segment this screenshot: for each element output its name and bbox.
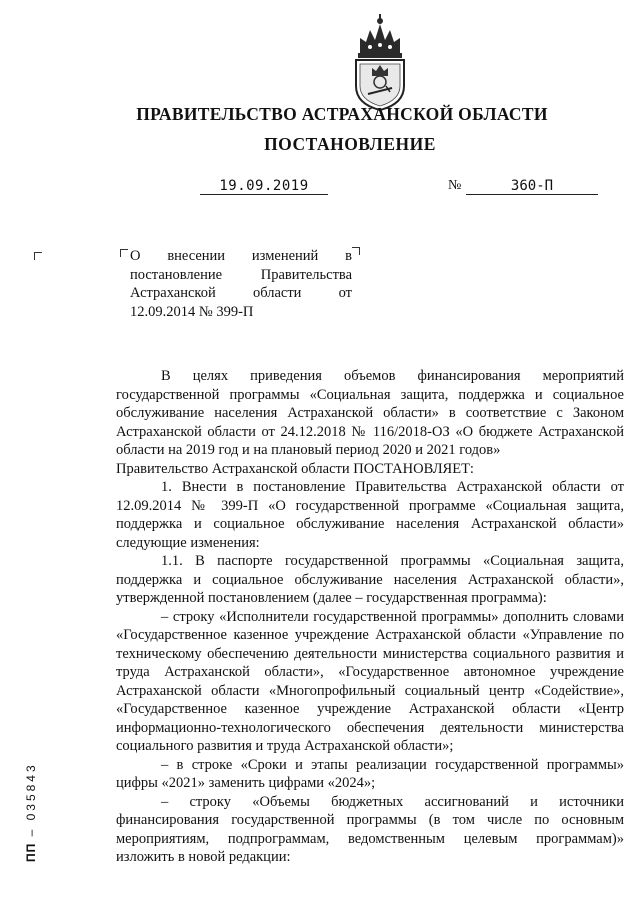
- paragraph: – в строке «Сроки и этапы реализации государственной программы» цифры «2021» заменить цифрами «2024»;: [116, 756, 624, 791]
- paragraph: 1.1. В паспорте государственной программы «Социальная защита, поддержка и социальное обслуживание населения Астраханской области», утвержденной постановлением (далее – государственная программа):: [116, 553, 624, 606]
- document-number: 360-П: [466, 178, 598, 195]
- corner-mark-subject-left: [120, 249, 128, 257]
- side-serial-code: ПП – 035843: [24, 762, 38, 862]
- number-label: №: [448, 178, 462, 193]
- subject-text: О внесении изменений в постановление Правительства Астраханской области от 12.09.2014 № 399-П: [130, 248, 352, 320]
- serial-number: 035843: [24, 762, 38, 821]
- corner-mark-subject-right: [352, 247, 360, 255]
- document-date: 19.09.2019: [200, 178, 328, 195]
- coat-of-arms-emblem: [346, 12, 414, 112]
- paragraph: – строку «Объемы бюджетных ассигнований и источники финансирования государственной программы (в том числе по основным мероприятиям, подпрограммам, ведомственным целевым программам)» изложить в новой редакции:: [116, 793, 624, 865]
- paragraph: – строку «Исполнители государственной программы» дополнить словами «Государственное казенное учреждение Астраханской области «Управление по техническому обеспечению деятельности министерства социального развития и труда Астраханской области», «Государственное автономное учреждение Астраханской области «Многопрофильный социальный центр «Содействие», «Государственное казенное учреждение Астраханской области «Центр информационно-технологического обеспечения деятельности министерства социального развития и труда Астраханской области»;: [116, 608, 624, 754]
- paragraph: В целях приведения объемов финансирования мероприятий государственной программы «Социальная защита, поддержка и социальное обслуживание населения Астраханской области» в соответствие с Законом Астраханской области от 24.12.2018 № 116/2018-ОЗ «О бюджете Астраханской области на 2019 год и на плановый период 2020 и 2021 годов»: [116, 368, 624, 458]
- paragraph: Правительство Астраханской области ПОСТАНОВЛЯЕТ:: [116, 460, 474, 477]
- document-body: [116, 367, 624, 867]
- corner-mark-left: [34, 252, 42, 260]
- government-name: ПРАВИТЕЛЬСТВО АСТРАХАНСКОЙ ОБЛАСТИ: [136, 104, 548, 124]
- serial-prefix: ПП: [24, 842, 38, 862]
- document-type: ПОСТАНОВЛЕНИЕ: [264, 134, 436, 154]
- paragraph: 1. Внести в постановление Правительства Астраханской области от 12.09.2014 № 399-П «О государственной программе «Социальная защита, поддержка и социальное обслуживание населения Астраханской области» следующие изменения:: [116, 479, 624, 551]
